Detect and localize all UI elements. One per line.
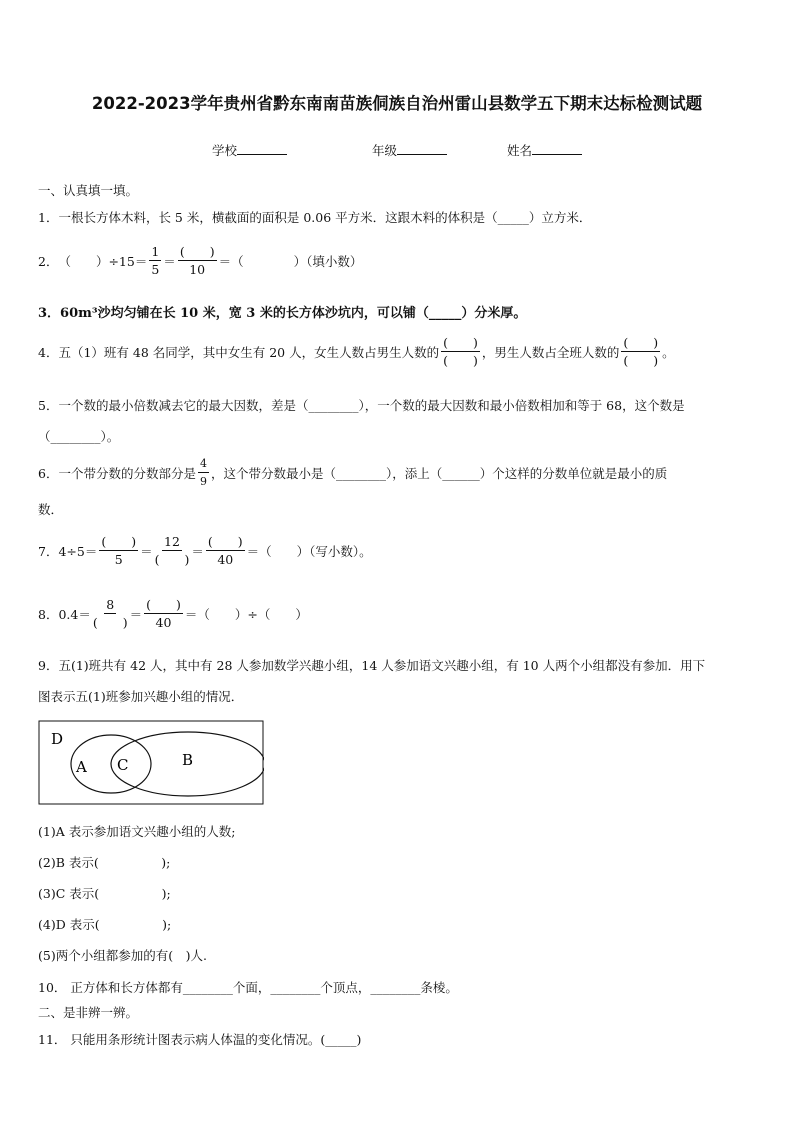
question-9-sub1: (1)A 表示参加语文兴趣小组的人数; xyxy=(38,824,236,839)
question-1: 1．一根长方体木料，长 5 米，横截面的面积是 0.06 平方米．这跟木料的体积是（_____）立方米． xyxy=(38,210,592,225)
question-10: 10． 正方体和长方体都有________个面，________个顶点，________条棱。 xyxy=(38,980,458,995)
question-8: 8．0.4＝ $\frac{8}{( )}$ ＝ $\frac{( )}{40}$ ＝（ ）÷（ ） xyxy=(38,597,308,630)
page-title: 2022-2023学年贵州省黔东南南苗族侗族自治州雷山县数学五下期末达标检测试题 xyxy=(91,94,703,113)
question-9-sub3: (3)C 表示( ); xyxy=(38,886,171,901)
question-5-line2: （________）。 xyxy=(38,429,120,444)
question-2: 2． （ ）÷15＝ $\frac{1}{5}$ ＝ $\frac{( )}{10}$ ＝（ ）（填小数） xyxy=(38,244,363,277)
question-9-line2: 图表示五(1)班参加兴趣小组的情况． xyxy=(38,689,244,704)
venn-label-c: C xyxy=(117,756,129,774)
question-6: 6．一个带分数的分数部分是 $\frac{4}{9}$ ，这个带分数最小是（________），添上（______）个这样的分数单位就是最小的质 xyxy=(38,457,668,488)
venn-label-d: D xyxy=(51,730,64,748)
school-field: 学校 xyxy=(212,141,287,159)
question-9-sub5: (5)两个小组都参加的有( )人. xyxy=(38,948,207,963)
question-11: 11． 只能用条形统计图表示病人体温的变化情况。(_____) xyxy=(38,1032,362,1047)
venn-diagram xyxy=(38,720,264,806)
venn-label-b: B xyxy=(182,751,194,769)
name-field: 姓名 xyxy=(507,141,582,159)
section-heading-2: 二、是非辨一辨。 xyxy=(38,1005,139,1020)
question-9-sub2: (2)B 表示( ); xyxy=(38,855,171,870)
question-3: 3．60m³沙均匀铺在长 10 米，宽 3 米的长方体沙坑内，可以铺（_____）分米厚。 xyxy=(38,306,527,321)
question-5-line1: 5．一个数的最小倍数减去它的最大因数，差是（________），一个数的最大因数和最小倍数相加和等于 68，这个数是 xyxy=(38,398,685,413)
question-4: 4．五（1）班有 48 名同学，其中女生有 20 人，女生人数占男生人数的 $\frac{( )}{( )}$ ，男生人数占全班人数的 $\frac{( )}{( )}$ 。 xyxy=(38,335,675,368)
question-7: 7．4÷5＝ $\frac{( )}{5}$ ＝ $\frac{12}{( )}$ ＝ $\frac{( )}{40}$ ＝（ ）（写小数）。 xyxy=(38,534,372,567)
question-6-line2: 数． xyxy=(38,502,64,517)
grade-field: 年级 xyxy=(372,141,447,159)
section-heading: 一、认真填一填。 xyxy=(38,183,139,198)
question-9-sub4: (4)D 表示( ); xyxy=(38,917,172,932)
question-9-line1: 9．五(1)班共有 42 人，其中有 28 人参加数学兴趣小组，14 人参加语文兴趣小组，有 10 人两个小组都没有参加．用下 xyxy=(38,658,706,673)
venn-label-a: A xyxy=(76,758,87,776)
